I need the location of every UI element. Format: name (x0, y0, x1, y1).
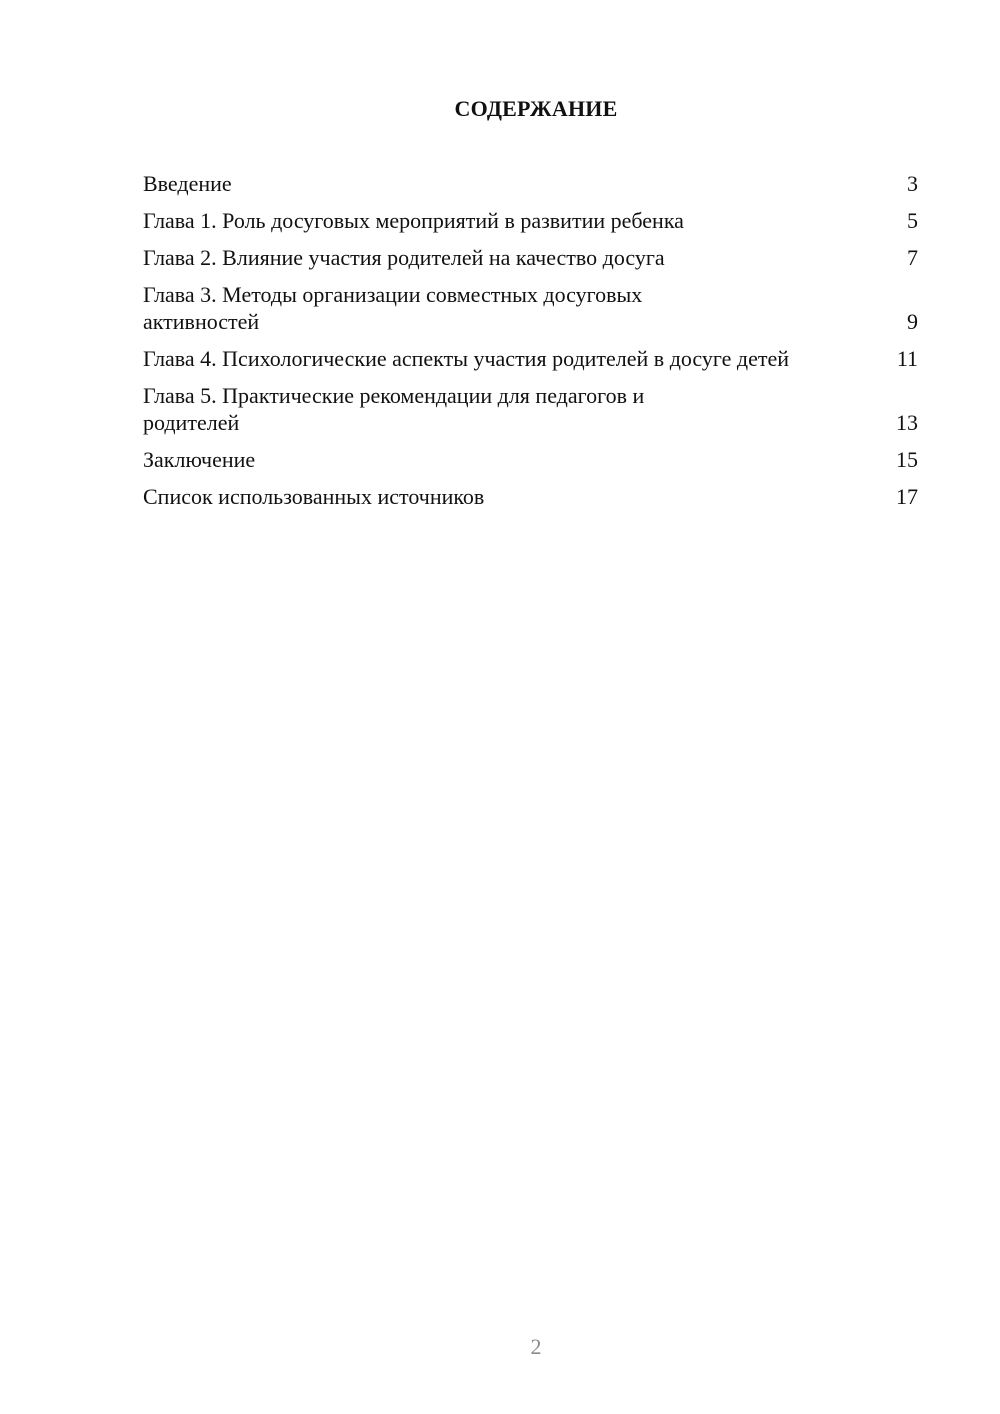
toc-entry-title: Глава 1. Роль досуговых мероприятий в развитии ребенка (143, 208, 684, 233)
toc-entry-page: 13 (896, 410, 918, 435)
toc-heading: СОДЕРЖАНИЕ (454, 96, 618, 121)
toc-entry-chapter-4 (143, 345, 918, 372)
toc-entry-introduction (143, 170, 918, 197)
toc-entry-chapter-3 (143, 281, 918, 335)
toc-entry-title: Заключение (143, 447, 256, 472)
toc-entry-page: 5 (907, 208, 918, 233)
toc-entry-title: Список использованных источников (143, 484, 485, 509)
toc-entry-chapter-2 (143, 244, 918, 271)
toc-entry-page: 7 (907, 245, 918, 270)
toc-entry-title: Глава 4. Психологические аспекты участия родителей в досуге детей (143, 346, 790, 371)
toc-entry-page: 17 (896, 484, 918, 509)
toc-entry-title: Введение (143, 171, 232, 196)
page-number: 2 (530, 1334, 542, 1359)
toc-entry-references (143, 483, 918, 510)
toc-entry-page: 3 (907, 171, 918, 196)
table-of-contents (143, 170, 918, 520)
toc-entry-title: Глава 3. Методы организации совместных досуговых активностей (143, 282, 643, 334)
toc-entry-page: 9 (907, 309, 918, 334)
toc-entry-chapter-1 (143, 207, 918, 234)
toc-entry-conclusion (143, 446, 918, 473)
toc-entry-title: Глава 5. Практические рекомендации для педагогов и родителей (143, 383, 645, 435)
toc-entry-title: Глава 2. Влияние участия родителей на качество досуга (143, 245, 665, 270)
toc-entry-page: 15 (896, 447, 918, 472)
toc-entry-chapter-5 (143, 382, 918, 436)
toc-entry-page: 11 (896, 346, 918, 371)
